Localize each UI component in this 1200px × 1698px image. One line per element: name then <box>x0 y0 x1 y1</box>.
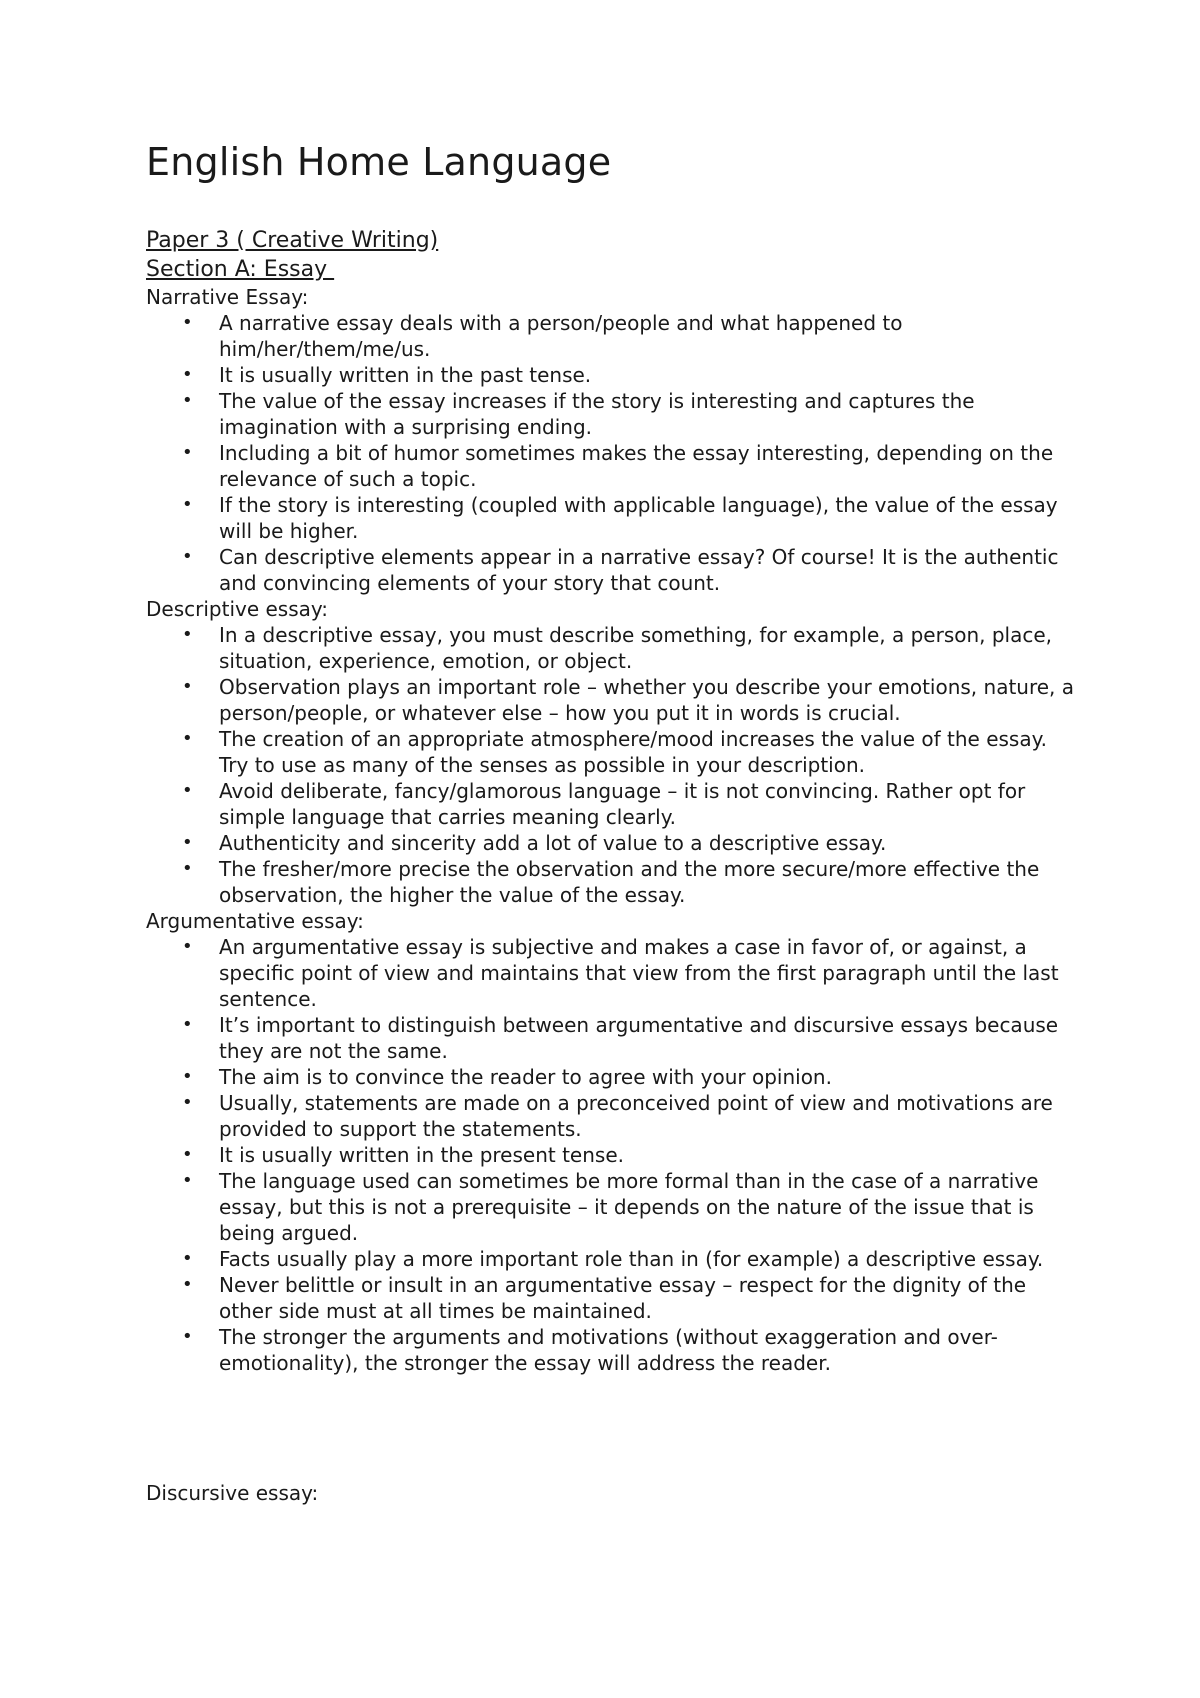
list-item-text: Facts usually play a more important role than in (for example) a descriptive essay. <box>219 1246 1044 1271</box>
bullet-icon: • <box>182 389 193 411</box>
list-item <box>182 1272 1076 1324</box>
bullet-icon: • <box>182 363 193 385</box>
list-item-text: Can descriptive elements appear in a narrative essay? Of course! It is the authentic and convincing elements of your story that count. <box>219 544 1059 595</box>
list-item <box>182 1142 1076 1168</box>
essay-type-label: Argumentative essay: <box>146 908 364 933</box>
bullet-icon: • <box>182 1091 193 1113</box>
bullet-icon: • <box>182 857 193 879</box>
blank-space <box>146 1376 1076 1480</box>
bullet-icon: • <box>182 675 193 697</box>
bullet-icon: • <box>182 831 193 853</box>
list-item <box>182 674 1076 726</box>
list-item <box>182 778 1076 830</box>
bullet-icon: • <box>182 935 193 957</box>
bullet-icon: • <box>182 1065 193 1087</box>
list-item-text: The stronger the arguments and motivations (without exaggeration and over-emotionality), the stronger the essay will address the reader. <box>219 1324 998 1375</box>
list-item <box>182 1090 1076 1142</box>
bullet-icon: • <box>182 493 193 515</box>
list-item <box>182 1324 1076 1376</box>
section-heading: Section A: Essay <box>146 256 335 282</box>
bullet-icon: • <box>182 779 193 801</box>
list-item <box>182 856 1076 908</box>
list-item-text: If the story is interesting (coupled with applicable language), the value of the essay will be higher. <box>219 492 1058 543</box>
list-item <box>182 726 1076 778</box>
list-item-text: Usually, statements are made on a preconceived point of view and motivations are provided to support the statements. <box>219 1090 1053 1141</box>
list-item-text: Avoid deliberate, fancy/glamorous language – it is not convincing. Rather opt for simple language that carries meaning clearly. <box>219 778 1026 829</box>
bullet-icon: • <box>182 623 193 645</box>
list-item <box>182 388 1076 440</box>
list-item-text: Including a bit of humor sometimes makes the essay interesting, depending on the relevance of such a topic. <box>219 440 1054 491</box>
bullet-icon: • <box>182 727 193 749</box>
essay-type-label: Discursive essay: <box>146 1480 319 1505</box>
list-item <box>182 362 1076 388</box>
paper-heading: Paper 3 ( Creative Writing) <box>146 227 439 253</box>
list-item-text: It is usually written in the present tense. <box>219 1142 624 1167</box>
bullet-icon: • <box>182 1325 193 1347</box>
list-item-text: An argumentative essay is subjective and makes a case in favor of, or against, a specific point of view and maintains that view from the first paragraph until the last sentence. <box>219 934 1059 1011</box>
essay-type-label: Narrative Essay: <box>146 284 309 309</box>
bullet-icon: • <box>182 1013 193 1035</box>
document-title: English Home Language <box>146 140 612 184</box>
essay-sections <box>146 284 1076 1506</box>
list-item <box>182 492 1076 544</box>
document-page <box>146 140 1076 1506</box>
bullet-icon: • <box>182 1247 193 1269</box>
bullet-list <box>146 622 1076 908</box>
list-item-text: In a descriptive essay, you must describe something, for example, a person, place, situation, experience, emotion, or object. <box>219 622 1053 673</box>
bullet-icon: • <box>182 441 193 463</box>
list-item-text: The fresher/more precise the observation and the more secure/more effective the observation, the higher the value of the essay. <box>219 856 1040 907</box>
list-item-text: It’s important to distinguish between argumentative and discursive essays because they are not the same. <box>219 1012 1059 1063</box>
bullet-icon: • <box>182 311 193 333</box>
list-item-text: The value of the essay increases if the story is interesting and captures the imagination with a surprising ending. <box>219 388 975 439</box>
list-item-text: Never belittle or insult in an argumentative essay – respect for the dignity of the other side must at all times be maintained. <box>219 1272 1027 1323</box>
list-item-text: Observation plays an important role – whether you describe your emotions, nature, a person/people, or whatever else – how you put it in words is crucial. <box>219 674 1075 725</box>
list-item-text: The creation of an appropriate atmosphere/mood increases the value of the essay. Try to use as many of the senses as possible in your description. <box>219 726 1047 777</box>
essay-type-label: Descriptive essay: <box>146 596 329 621</box>
list-item <box>182 1168 1076 1246</box>
list-item <box>182 544 1076 596</box>
list-item <box>182 310 1076 362</box>
list-item <box>182 622 1076 674</box>
bullet-icon: • <box>182 1169 193 1191</box>
list-item-text: Authenticity and sincerity add a lot of value to a descriptive essay. <box>219 830 887 855</box>
bullet-icon: • <box>182 1273 193 1295</box>
list-item-text: It is usually written in the past tense. <box>219 362 592 387</box>
list-item <box>182 830 1076 856</box>
list-item <box>182 1012 1076 1064</box>
list-item <box>182 1064 1076 1090</box>
list-item-text: The aim is to convince the reader to agree with your opinion. <box>219 1064 832 1089</box>
bullet-icon: • <box>182 1143 193 1165</box>
list-item-text: The language used can sometimes be more formal than in the case of a narrative essay, but this is not a prerequisite – it depends on the nature of the issue that is being argued. <box>219 1168 1039 1245</box>
bullet-list <box>146 934 1076 1376</box>
bullet-list <box>146 310 1076 596</box>
list-item <box>182 440 1076 492</box>
list-item-text: A narrative essay deals with a person/people and what happened to him/her/them/me/us. <box>219 310 903 361</box>
list-item <box>182 934 1076 1012</box>
bullet-icon: • <box>182 545 193 567</box>
list-item <box>182 1246 1076 1272</box>
